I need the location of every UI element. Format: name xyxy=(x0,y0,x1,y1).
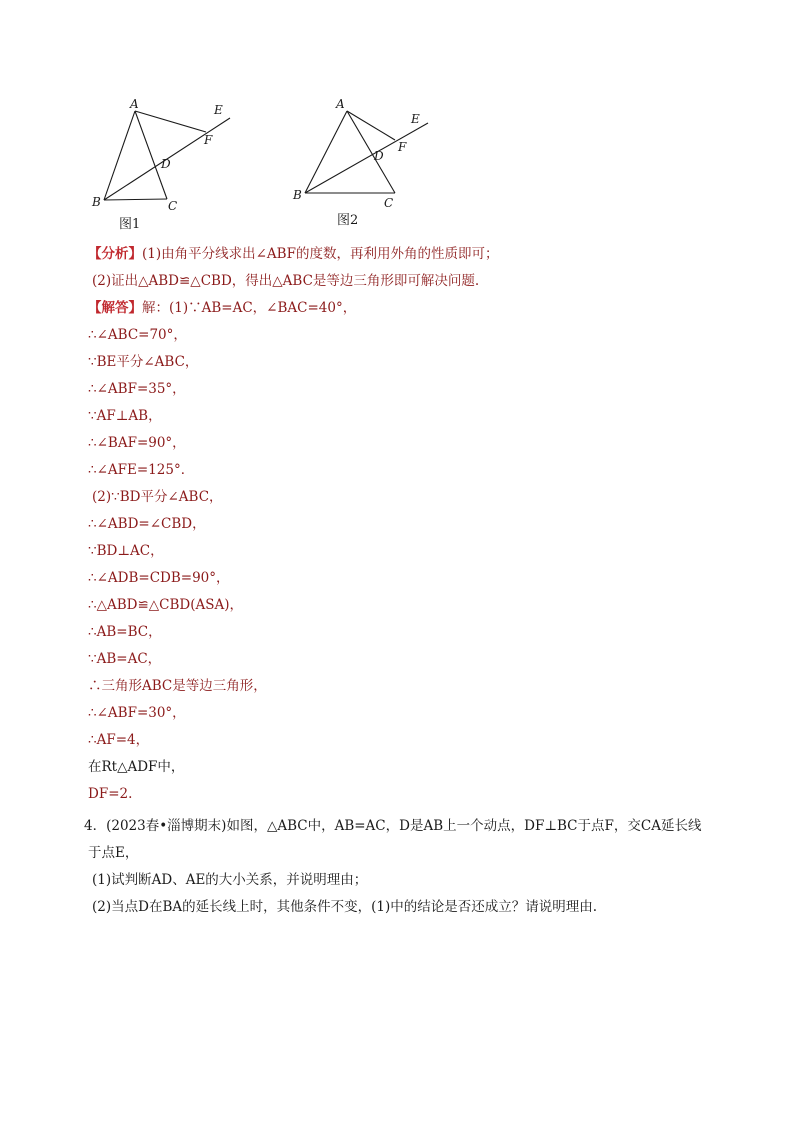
answer-tag: 【解答】 xyxy=(88,300,142,316)
answer-step: ∵BE平分∠ABC， xyxy=(88,354,199,370)
answer-step: ∴AB=BC， xyxy=(88,624,162,640)
analysis-text-1: (1)由角平分线求出∠ABF的度数，再利用外角的性质即可； xyxy=(142,246,499,262)
fig1-line-ab xyxy=(104,111,135,200)
fig2-label-c: C xyxy=(384,196,394,210)
question-4-part-2: (2)当点D在BA的延长线上时，其他条件不变，(1)中的结论是否还成立？请说明理由. xyxy=(92,899,598,915)
fig2-label-b: B xyxy=(293,188,302,202)
answer-step: (2)∵BD平分∠ABC， xyxy=(92,489,223,505)
question-4-line-1: 4．(2023春•淄博期末)如图，△ABC中，AB=AC，D是AB上一个动点，DF⊥BC于点F，交CA延长线 xyxy=(84,818,702,834)
fig2-line-af xyxy=(347,111,395,140)
fig2-caption: 图2 xyxy=(337,213,359,228)
fig1-label-b: B xyxy=(92,195,101,209)
answer-step: ∴三角形ABC是等边三角形， xyxy=(88,678,267,694)
answer-line-intro xyxy=(88,295,356,322)
question-4-line-2: 于点E， xyxy=(88,845,139,861)
question-4-part-1: (1)试判断AD、AE的大小关系，并说明理由； xyxy=(92,872,368,888)
answer-step: ∴∠ABC=70°， xyxy=(88,327,187,343)
fig1-label-c: C xyxy=(168,199,178,213)
fig1-label-a: A xyxy=(130,97,139,111)
answer-step: 在Rt△ADF中， xyxy=(88,759,185,775)
fig1-label-d: D xyxy=(161,157,171,171)
analysis-line-2: (2)证出△ABD≌△CBD，得出△ABC是等边三角形即可解决问题. xyxy=(92,273,480,289)
answer-step: ∴∠AFE=125°． xyxy=(88,462,195,478)
fig1-line-bc xyxy=(104,199,167,200)
analysis-tag: 【分析】 xyxy=(88,246,142,262)
answer-step: ∴∠BAF=90°， xyxy=(88,435,186,451)
figure-2 xyxy=(305,111,428,193)
figure-1 xyxy=(104,111,230,200)
fig1-label-f: F xyxy=(204,133,213,147)
fig2-line-ac xyxy=(347,111,395,193)
answer-step: ∵BD⊥AC， xyxy=(88,543,164,559)
answer-step: ∴∠ABD=∠CBD， xyxy=(88,516,206,532)
answer-step: ∴△ABD≌△CBD(ASA)， xyxy=(88,597,244,613)
figures-svg xyxy=(88,92,448,232)
fig2-label-e: E xyxy=(411,112,420,126)
fig2-label-f: F xyxy=(398,140,407,154)
answer-step: ∵AF⊥AB， xyxy=(88,408,162,424)
fig2-label-a: A xyxy=(336,97,345,111)
fig1-label-e: E xyxy=(214,103,223,117)
answer-step: ∵AB=AC， xyxy=(88,651,162,667)
answer-step: ∴∠ABF=35°， xyxy=(88,381,186,397)
answer-step: ∴∠ADB=CDB=90°， xyxy=(88,570,230,586)
fig2-label-d: D xyxy=(374,149,384,163)
geometry-figures xyxy=(88,92,448,232)
answer-step: DF=2. xyxy=(88,786,133,802)
answer-step: ∴AF=4， xyxy=(88,732,150,748)
fig1-caption: 图1 xyxy=(119,217,141,232)
fig1-line-ac xyxy=(135,111,167,199)
answer-step: ∴∠ABF=30°， xyxy=(88,705,186,721)
answer-intro: 解：(1)∵AB=AC，∠BAC=40°， xyxy=(142,300,357,316)
fig1-line-af xyxy=(135,111,206,132)
analysis-line-1 xyxy=(88,241,498,268)
